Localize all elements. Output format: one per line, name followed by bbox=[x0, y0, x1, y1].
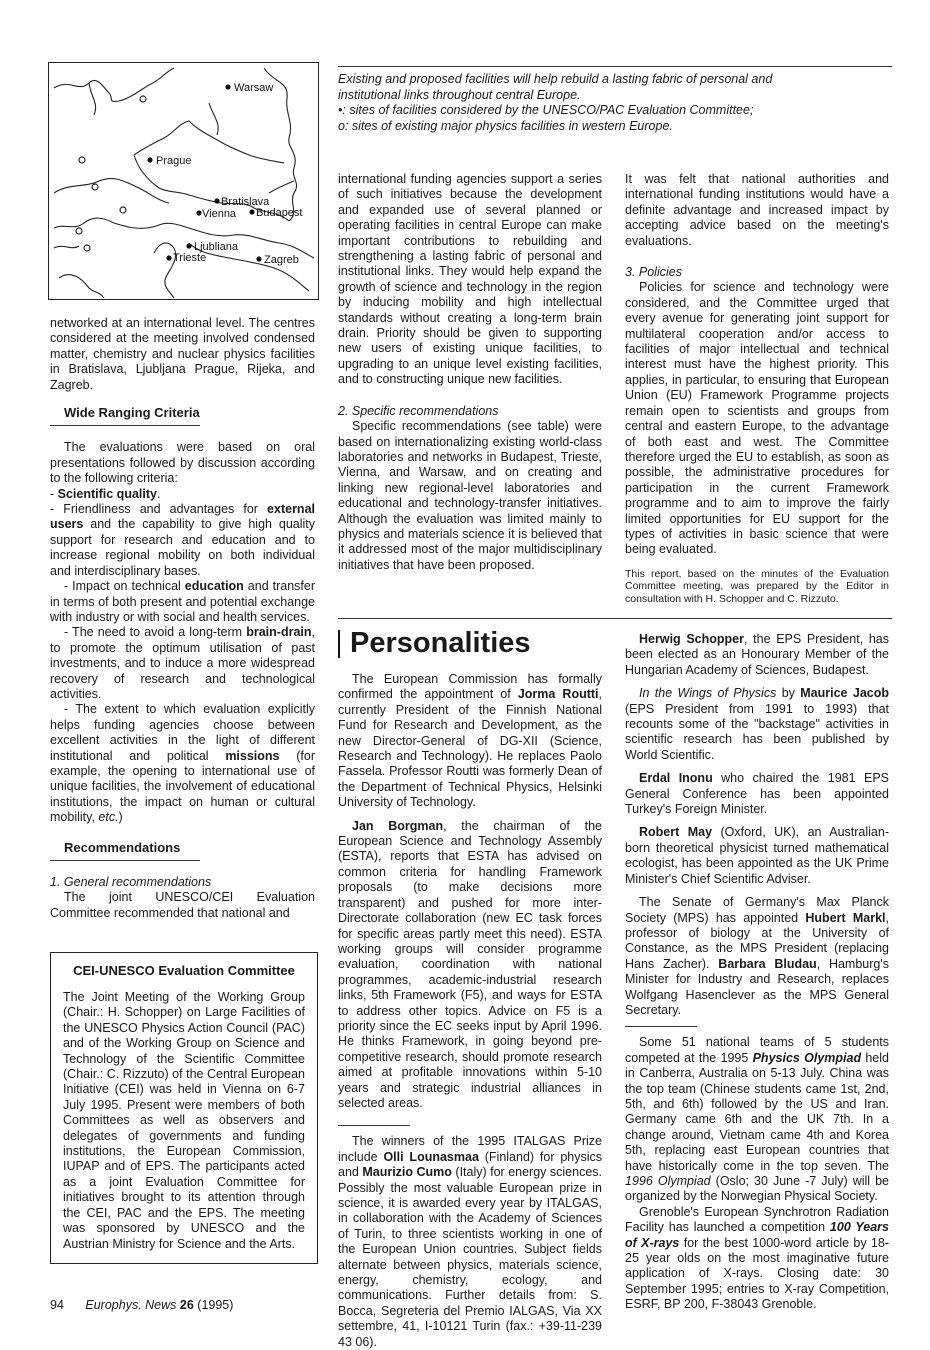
box-text: The Joint Meeting of the Working Group (Chair.: H. Schopper) on Large Facilities of the UNESCO Physics Action Council (PAC) and of the Working Group on Science and Technology of the Scientific Committee (Chair.: C. Rizzuto) of the Central European Initiative (CEI) was held in Vienna on 6-7 July 1995. Present were members of both Committees as well as observers and delegates of governments and funding institutions, the European Commission, IUPAP and of EPS. The participants acted as a joint Evaluation Committee for initiatives brought to its attention through the CEI, PAC and the EPS. The meeting was sponsored by UNESCO and the Austrian Ministry for Science and the Arts. bbox=[63, 990, 305, 1251]
report-note: This report, based on the minutes of the Evaluation Committee meeting, was prepared by the Editor in consultation with H. Schopper and C. Rizzuto. bbox=[625, 567, 889, 605]
subheading-specific: 2. Specific recommendations bbox=[338, 403, 499, 418]
section-heading-criteria: Wide Ranging Criteria bbox=[64, 405, 200, 421]
map-label-budapest: Budapest bbox=[256, 207, 303, 219]
map-label-vienna: Vienna bbox=[202, 208, 237, 220]
heading-bar bbox=[338, 630, 340, 658]
news-item: Jan Borgman, the chairman of the European Science and Technology Assembly (ESTA), reports that ESTA has advised on common criteria for handling Framework proposals (to make decisions more transparent) and pushed for more inter-Directorate collaboration (new EC task forces for specific areas partly meet this need). ESTA working groups will consider programme evaluation, coordination with national programmes, academic-industrial research links, 5th Framework (F5), and ways for ESTA to address other topics. Advice on F5 is a priority since the EC seeks input by April 1996. He thinks Framework, in going beyond pre-competitive research, should promote research aimed at profitable innovations within 5-10 years and strategic industrial alliances in selected areas. bbox=[338, 818, 602, 1110]
column-2 bbox=[338, 172, 602, 573]
criteria-item: - Scientific quality. bbox=[50, 486, 161, 501]
section-heading-recommendations: Recommendations bbox=[64, 839, 181, 855]
sidebar-box bbox=[50, 952, 318, 1264]
news-item: The European Commission has formally confirmed the appointment of Jorma Routti, currently President of the Finnish National Fund for Research and Development, as the new Director-General of DG-XII (Science, Research and Technology). He replaces Paolo Fassela. Professor Routti was formerly Dean of the Department of Technical Physics, Helsinki University of Technology. bbox=[338, 672, 602, 810]
column-3 bbox=[625, 172, 889, 605]
item-separator bbox=[625, 1026, 697, 1027]
page-number: 94 bbox=[50, 1298, 64, 1312]
criteria-item: - Impact on technical education and transfer in terms of both present and potential exchange with industry or with social and health services. bbox=[50, 579, 315, 624]
map-label-prague: Prague bbox=[156, 155, 192, 167]
paragraph: Specific recommendations (see table) were based on internationalizing existing world-class laboratories and networks in Budapest, Trieste, Vienna, and Warsaw, and on creating and linking new regional-level laboratories and educational and technology-transfer initiatives. Although the evaluation was limited mainly to physics and materials science it is believed that it addressed most of the major multidisciplinary initiatives that have been proposed. bbox=[338, 419, 602, 572]
journal-volume: 26 bbox=[179, 1298, 194, 1312]
paragraph: international funding agencies support a series of such initiatives because the development and expanded use of several planned or operating facilities in central Europe can make important contributions to rebuilding and strengthening a lasting fabric of personal and institutional links. They would help expand the growth of science and technology in the region by inducing mobility and high intellectual standards without creating a long-term brain drain. Priority should be given to supporting new users of existing unique facilities, to upgrading to an unique level existing facilities, and to constructing unique new facilities. bbox=[338, 172, 602, 387]
journal-year: (1995) bbox=[197, 1298, 234, 1312]
map-drawing bbox=[49, 63, 317, 298]
paragraph: The evaluations were based on oral presentations followed by discussion according to the following criteria: bbox=[50, 440, 315, 486]
map-figure bbox=[48, 62, 319, 300]
page-footer bbox=[50, 1298, 233, 1312]
map-label-ljubliana: Ljubliana bbox=[194, 241, 239, 253]
caption-legend-open: o: sites of existing major physics facilities in western Europe. bbox=[338, 118, 673, 133]
journal-name: Europhys. News bbox=[85, 1298, 177, 1312]
caption-text: Existing and proposed facilities will help rebuild a lasting fabric of personal and institutional links throughout central Europe. bbox=[338, 72, 773, 102]
paragraph: Policies for science and technology were considered, and the Committee urged that every avenue for generating joint support for multilateral cooperation and/or access to facilities of major intellectual and technical interest must have the highest priority. This applies, in particular, to ensuring that European Union (EU) Framework Programme projects remain open to scientists and groups from central and eastern Europe, to the advantage of both east and west. The Committee therefore urged the EU to establish, as soon as possible, the administrative procedures for participation in the current Framework programme and to aim to improve the fairly limited opportunities for EU support for the types of activities in basic science that were being evaluated. bbox=[625, 280, 889, 557]
personalities-col-left bbox=[338, 672, 602, 1350]
paragraph: It was felt that national authorities and international funding institutions would have a definite advantage and increased impact by accepting advice based on the meeting's evaluations. bbox=[625, 172, 889, 248]
map-label-bratislava: Bratislava bbox=[221, 196, 270, 208]
criteria-item: - The extent to which evaluation explicitly helps funding agencies choose between excellent activities in the light of different institutional and political missions (for example, the opening to international use of unique facilities, the involvement of educational institutions, the impact on human or cultural mobility, etc.) bbox=[50, 702, 315, 825]
news-item: Robert May (Oxford, UK), an Australian-born theoretical physicist turned mathematical ecologist, has been appointed as the UK Prime Minister's Chief Scientific Adviser. bbox=[625, 825, 889, 886]
map-label-warsaw: Warsaw bbox=[234, 82, 274, 94]
news-item: Herwig Schopper, the EPS President, has been elected as an Honourary Member of the Hungarian Academy of Sciences, Budapest. bbox=[625, 632, 889, 677]
paragraph: networked at an international level. The centres considered at the meeting involved condensed matter, chemistry and nuclear physics facilities in Bratislava, Ljubljana Prague, Rijeka, and Zagreb. bbox=[50, 316, 315, 392]
news-item: Grenoble's European Synchrotron Radiation Facility has launched a competition 100 Years of X-rays for the best 1000-word article by 18-25 year olds on the most imaginative future application of X-rays. Closing date: 30 September 1995; entries to X-ray Competition, ESRF, BP 200, F-38043 Grenoble. bbox=[625, 1204, 889, 1312]
paragraph: The joint UNESCO/CEI Evaluation Committee recommended that national and bbox=[50, 890, 315, 920]
personalities-heading bbox=[338, 627, 602, 660]
criteria-item: - Friendliness and advantages for external users and the capability to give high quality support for research and education and to increase regional mobility on both individual and interdisciplinary bases. bbox=[50, 502, 315, 578]
item-separator bbox=[338, 1125, 410, 1126]
news-item: Erdal Inonu who chaired the 1981 EPS General Conference has been appointed Turkey's Foreign Minister. bbox=[625, 771, 889, 817]
news-item: In the Wings of Physics by Maurice Jacob (EPS President from 1991 to 1993) that recounts some of the "backstage" activities in scientific research has been published by World Scientific. bbox=[625, 686, 889, 762]
map-label-trieste: Trieste bbox=[173, 252, 207, 264]
column-1 bbox=[50, 316, 315, 921]
box-title: CEI-UNESCO Evaluation Committee bbox=[73, 963, 295, 978]
figure-caption bbox=[338, 72, 808, 134]
news-item: Some 51 national teams of 5 students competed at the 1995 Physics Olympiad held in Canberra, Australia on 5-13 July. China was the top team (Chinese students came 1st, 2nd, 5th, and 6th) followed by the US and Iran. Germany came 6th and the UK 7th. In a change around, Vietnam came 4th and Korea 5th, replacing east European countries that have historically come in the top seven. The 1996 Olympiad (Oslo; 30 June -7 July) will be organized by the Norwegian Physical Society. bbox=[625, 1035, 889, 1204]
section-divider bbox=[338, 618, 892, 619]
criteria-item: - The need to avoid a long-term brain-drain, to promote the optimum utilisation of past investments, and to induce a more widespread recovery of research and technological activities. bbox=[50, 625, 315, 701]
caption-rule bbox=[338, 66, 892, 67]
news-item: The Senate of Germany's Max Planck Society (MPS) has appointed Hubert Markl, professor of biology at the University of Constance, as the MPS President (replacing Hans Zacher). Barbara Bludau, Hamburg's Minister for Industry and Research, replaces Wolfgang Hasenclever as the MPS General Secretary. bbox=[625, 895, 889, 1017]
personalities-col-right bbox=[625, 632, 889, 1313]
subheading-policies: 3. Policies bbox=[625, 265, 682, 280]
caption-legend-filled: •: sites of facilities considered by the UNESCO/PAC Evaluation Committee; bbox=[338, 103, 754, 117]
map-label-zagreb: Zagreb bbox=[264, 254, 299, 266]
news-item: The winners of the 1995 ITALGAS Prize include Olli Lounasmaa (Finland) for physics and Maurizio Cumo (Italy) for energy sciences. Possibly the most valuable European prize in science, it is awarded every year by ITALGAS, in collaboration with the Academy of Sciences of Turin, to three scientists working in one of the European Union countries. Subject fields alternate between physics, materials science, energy, chemistry, ecology, and communications. Further details from: S. Bocca, Segreteria del Premio IALGAS, Via XX settembre, 41, I-10121 Turin (fax.: +39-11-239 43 06). bbox=[338, 1134, 602, 1349]
subheading-general: 1. General recommendations bbox=[50, 875, 212, 889]
page-title: Personalities bbox=[350, 627, 531, 659]
